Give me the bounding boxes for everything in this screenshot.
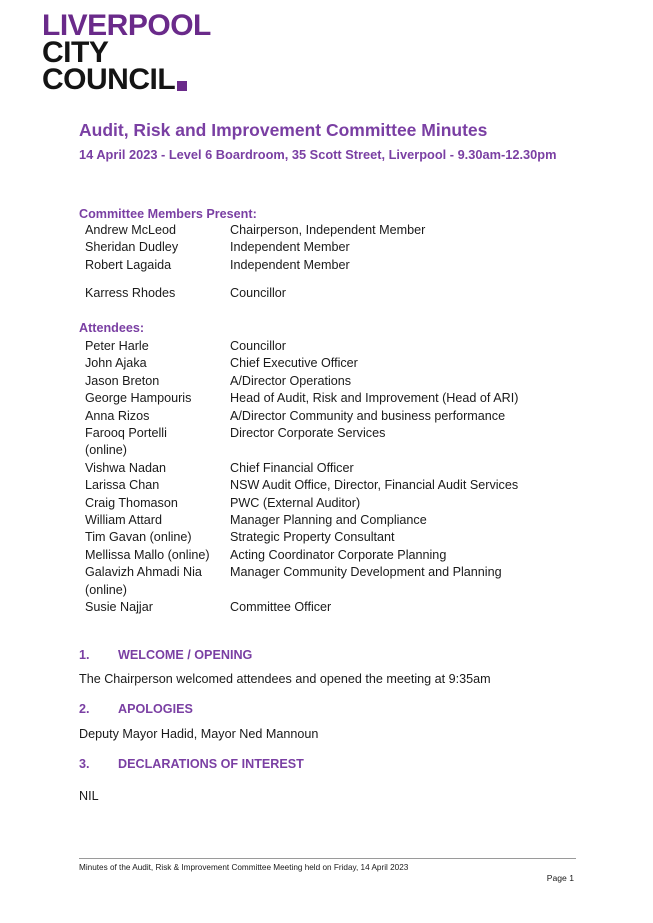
attendee-row: [85, 408, 565, 425]
attendee-role: NSW Audit Office, Director, Financial Audit Services: [230, 478, 519, 493]
section-body-welcome: The Chairperson welcomed attendees and opened the meeting at 9:35am: [79, 672, 491, 686]
section-number: 1.: [79, 648, 90, 662]
attendee-name: Jason Breton: [85, 373, 160, 388]
attendee-row: [85, 512, 565, 529]
section-title: APOLOGIES: [118, 702, 193, 716]
attendee-role: Manager Community Development and Planning: [230, 565, 502, 580]
member-row: [85, 239, 565, 256]
attendee-role: Chief Executive Officer: [230, 356, 358, 371]
section-heading-apologies: [79, 702, 193, 716]
committee-members-label: Committee Members Present:: [79, 207, 257, 221]
attendee-row: [85, 373, 565, 390]
footer-divider: [79, 858, 576, 859]
member-name: Robert Lagaida: [85, 257, 172, 272]
attendee-name: William Attard: [85, 513, 162, 528]
attendee-name-line2: (online): [85, 443, 127, 458]
committee-members-list: [85, 222, 565, 303]
attendee-role: Acting Coordinator Corporate Planning: [230, 547, 447, 562]
page-title: Audit, Risk and Improvement Committee Minutes: [79, 120, 488, 140]
attendees-list: [85, 338, 565, 617]
attendee-row: [85, 355, 565, 372]
attendee-row: [85, 390, 565, 407]
attendee-role: Committee Officer: [230, 600, 332, 615]
member-row: [85, 285, 565, 302]
section-body-declarations: NIL: [79, 789, 99, 803]
member-name: Andrew McLeod: [85, 223, 177, 237]
attendee-row: [85, 564, 565, 581]
attendee-row: [85, 599, 565, 616]
attendee-name: Vishwa Nadan: [85, 460, 166, 475]
member-row: [85, 222, 565, 239]
member-role: Chairperson, Independent Member: [230, 223, 426, 237]
attendee-name: Mellissa Mallo (online): [85, 547, 210, 562]
attendee-name: George Hampouris: [85, 391, 192, 406]
attendee-row: [85, 495, 565, 512]
attendee-name: Craig Thomason: [85, 495, 178, 510]
attendee-row: [85, 529, 565, 546]
section-body-apologies: Deputy Mayor Hadid, Mayor Ned Mannoun: [79, 727, 319, 741]
attendee-name: Anna Rizos: [85, 408, 150, 423]
section-number: 3.: [79, 757, 90, 771]
attendee-name: Peter Harle: [85, 339, 149, 353]
member-role: Independent Member: [230, 257, 350, 272]
logo-council-text: COUNCIL: [42, 63, 176, 96]
attendees-label: Attendees:: [79, 321, 145, 335]
attendee-role: Head of Audit, Risk and Improvement (Head of ARI): [230, 391, 519, 406]
attendee-row: [85, 338, 565, 355]
section-title: DECLARATIONS OF INTEREST: [118, 757, 304, 771]
section-number: 2.: [79, 702, 90, 716]
logo-line-city: CITY: [42, 36, 109, 69]
logo-line-liverpool: LIVERPOOL: [42, 9, 211, 42]
footer-text: Minutes of the Audit, Risk & Improvement Committee Meeting held on Friday, 14 April 2023: [79, 863, 409, 872]
attendee-role: A/Director Operations: [230, 373, 352, 388]
member-role: Councillor: [230, 286, 286, 301]
attendee-row-continued: [85, 442, 565, 459]
attendee-role: Manager Planning and Compliance: [230, 513, 427, 528]
logo-square-icon: [177, 81, 187, 91]
attendee-role: A/Director Community and business performance: [230, 408, 506, 423]
member-role: Independent Member: [230, 240, 350, 255]
attendee-row: [85, 425, 565, 442]
attendee-role: Strategic Property Consultant: [230, 530, 395, 545]
meeting-details: 14 April 2023 - Level 6 Boardroom, 35 Scott Street, Liverpool - 9.30am-12.30pm: [79, 147, 557, 162]
attendee-name: Tim Gavan (online): [85, 530, 192, 545]
member-name: Sheridan Dudley: [85, 240, 179, 255]
attendee-name-line2: (online): [85, 582, 127, 597]
section-heading-declarations: [79, 757, 304, 771]
attendee-name: Susie Najjar: [85, 600, 153, 615]
attendee-name: Larissa Chan: [85, 478, 160, 493]
attendee-row: [85, 460, 565, 477]
attendee-role: Chief Financial Officer: [230, 460, 354, 475]
section-title: WELCOME / OPENING: [118, 648, 253, 662]
attendee-name: Galavizh Ahmadi Nia: [85, 565, 202, 580]
attendee-row: [85, 477, 565, 494]
attendee-role: PWC (External Auditor): [230, 495, 361, 510]
attendee-role: Councillor: [230, 339, 286, 353]
member-row: [85, 257, 565, 274]
attendee-role: Director Corporate Services: [230, 426, 386, 441]
council-logo: [42, 9, 232, 102]
logo-line-council: [42, 63, 232, 96]
attendee-row: [85, 547, 565, 564]
section-heading-welcome: [79, 648, 252, 662]
page-number: Page 1: [546, 873, 574, 883]
attendee-name: Farooq Portelli: [85, 426, 167, 441]
member-name: Karress Rhodes: [85, 286, 176, 301]
attendee-row-continued: [85, 582, 565, 599]
attendee-name: John Ajaka: [85, 356, 147, 371]
